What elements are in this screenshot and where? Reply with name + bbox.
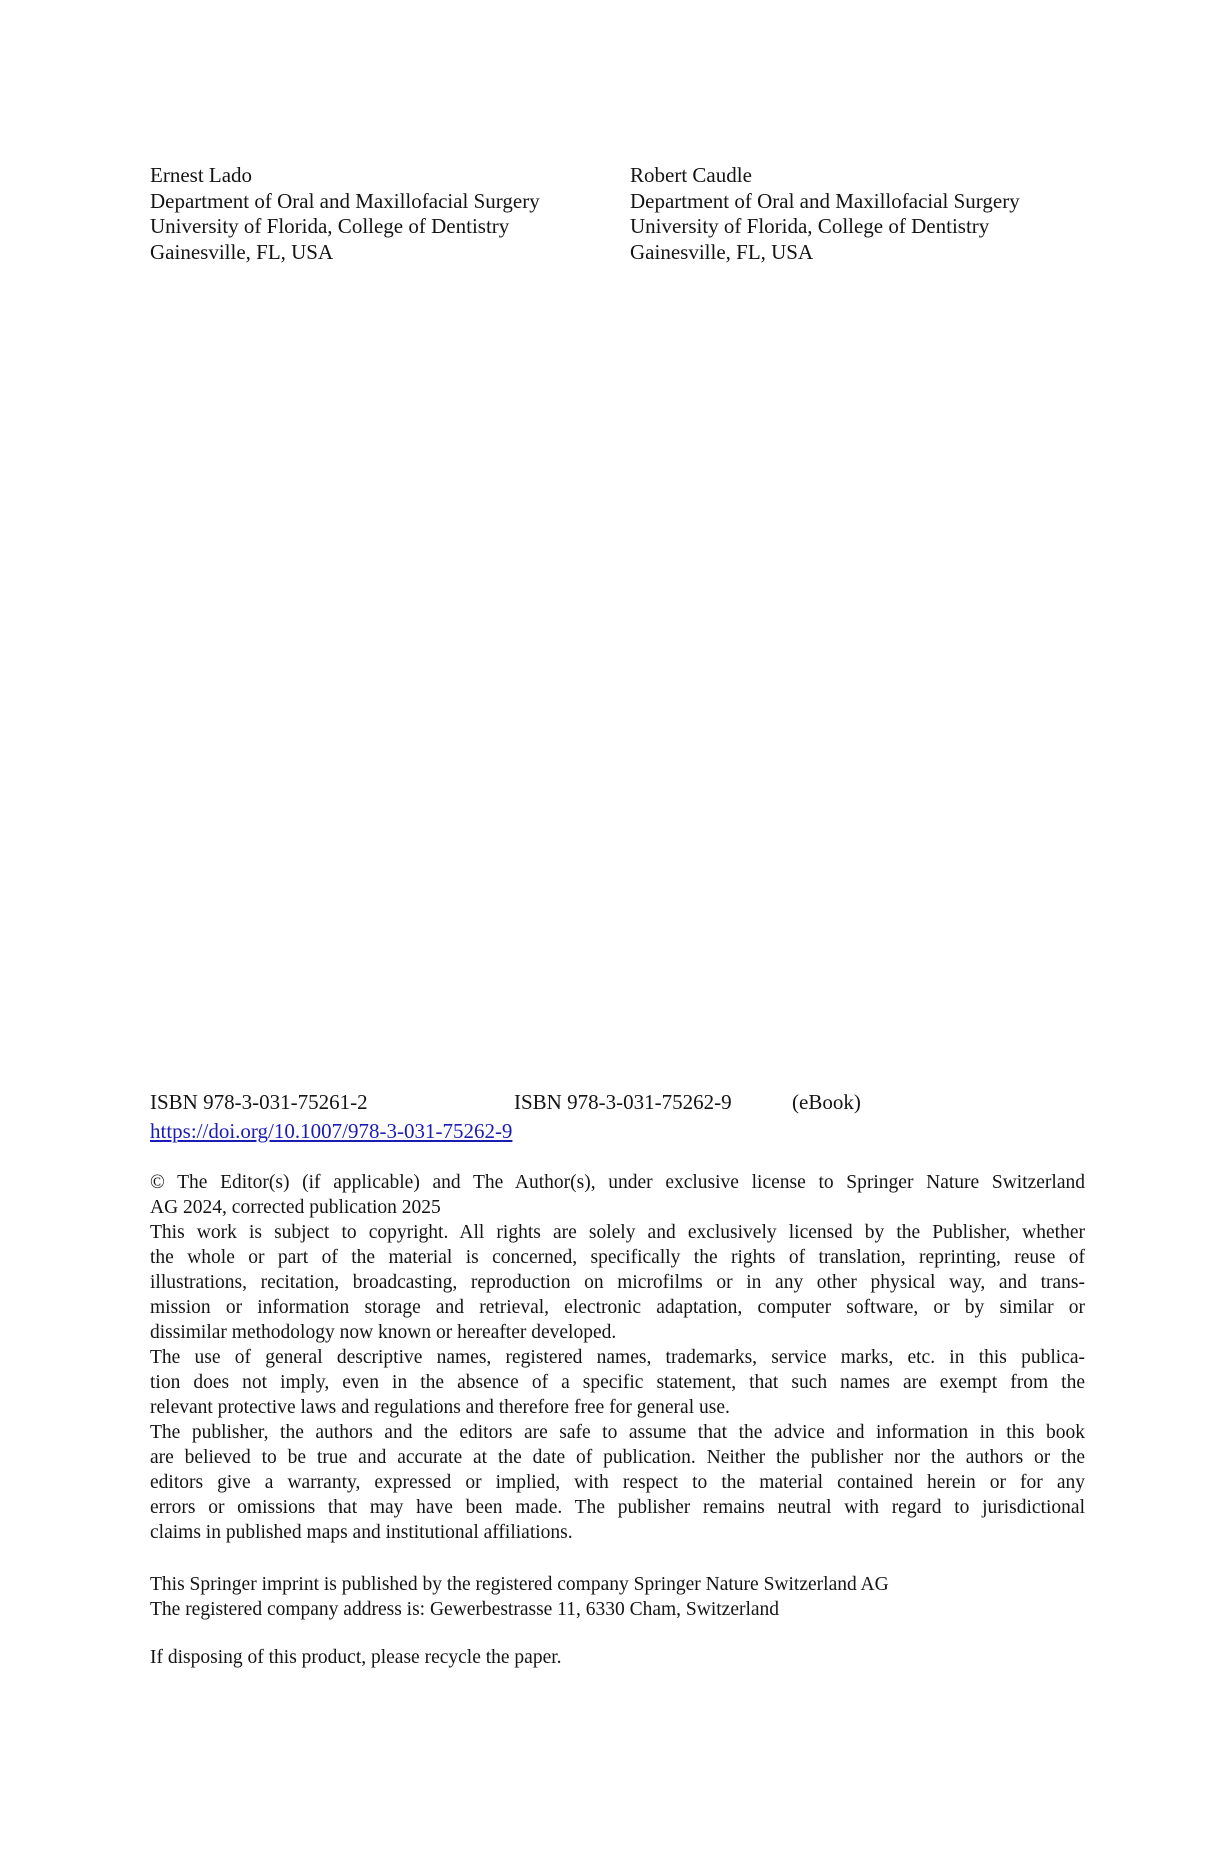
contributor-block-left	[150, 163, 570, 265]
contributor-city: Gainesville, FL, USA	[150, 239, 334, 264]
doi-row	[150, 1117, 512, 1145]
text-line: relevant protective laws and regulations and therefore free for general use.	[150, 1397, 730, 1418]
contributor-block-right	[630, 163, 1050, 265]
text-line: tion does not imply, even in the absence of a specific statement, that such names are exempt from the	[150, 1372, 1085, 1393]
doi-link[interactable]: https://doi.org/10.1007/978-3-031-75262-9	[150, 1119, 513, 1143]
text-line: errors or omissions that may have been made. The publisher remains neutral with regard to jurisdictional	[150, 1497, 1085, 1518]
copyright-paragraph-names	[150, 1345, 1085, 1420]
text-line: AG 2024, corrected publication 2025	[150, 1197, 441, 1218]
contributor-department: Department of Oral and Maxillofacial Surgery	[150, 188, 540, 213]
ebook-label: (eBook)	[792, 1090, 861, 1114]
text-line: © The Editor(s) (if applicable) and The Author(s), under exclusive license to Springer Nature Switzerland	[150, 1172, 1085, 1193]
imprint-company-line: This Springer imprint is published by the registered company Springer Nature Switzerland AG	[150, 1574, 889, 1595]
text-line: The use of general descriptive names, registered names, trademarks, service marks, etc. in this publica-	[150, 1347, 1085, 1368]
text-line: The publisher, the authors and the editors are safe to assume that the advice and information in this book	[150, 1422, 1085, 1443]
contributor-name: Robert Caudle	[630, 163, 752, 187]
contributor-name: Ernest Lado	[150, 163, 253, 187]
copyright-block	[150, 1170, 1085, 1545]
imprint-block	[150, 1572, 1110, 1622]
contributor-university: University of Florida, College of Dentistry	[150, 214, 510, 238]
text-line: This work is subject to copyright. All rights are solely and exclusively licensed by the Publisher, whether	[150, 1222, 1085, 1243]
contributor-department: Department of Oral and Maxillofacial Surgery	[630, 188, 1020, 213]
text-line: mission or information storage and retrieval, electronic adaptation, computer software, or by similar or	[150, 1297, 1085, 1318]
isbn-print: ISBN 978-3-031-75261-2	[150, 1090, 368, 1114]
text-line: are believed to be true and accurate at the date of publication. Neither the publisher nor the authors or the	[150, 1447, 1085, 1468]
copyright-paragraph-rights	[150, 1220, 1085, 1345]
recycle-note: If disposing of this product, please recycle the paper.	[150, 1647, 562, 1668]
text-line: claims in published maps and institutional affiliations.	[150, 1522, 573, 1543]
isbn-ebook: ISBN 978-3-031-75262-9	[514, 1090, 732, 1114]
contributor-city: Gainesville, FL, USA	[630, 239, 814, 264]
contributor-university: University of Florida, College of Dentistry	[630, 214, 990, 238]
text-line: dissimilar methodology now known or hereafter developed.	[150, 1322, 617, 1343]
text-line: the whole or part of the material is concerned, specifically the rights of translation, reprinting, reuse of	[150, 1247, 1085, 1268]
text-line: editors give a warranty, expressed or implied, with respect to the material contained herein or for any	[150, 1472, 1085, 1493]
text-line: illustrations, recitation, broadcasting, reproduction on microfilms or in any other physical way, and trans-	[150, 1272, 1085, 1293]
copyright-paragraph-disclaimer	[150, 1420, 1085, 1545]
isbn-row	[0, 1088, 1221, 1116]
copyright-paragraph-license	[150, 1170, 1085, 1220]
imprint-address-line: The registered company address is: Gewerbestrasse 11, 6330 Cham, Switzerland	[150, 1599, 780, 1620]
